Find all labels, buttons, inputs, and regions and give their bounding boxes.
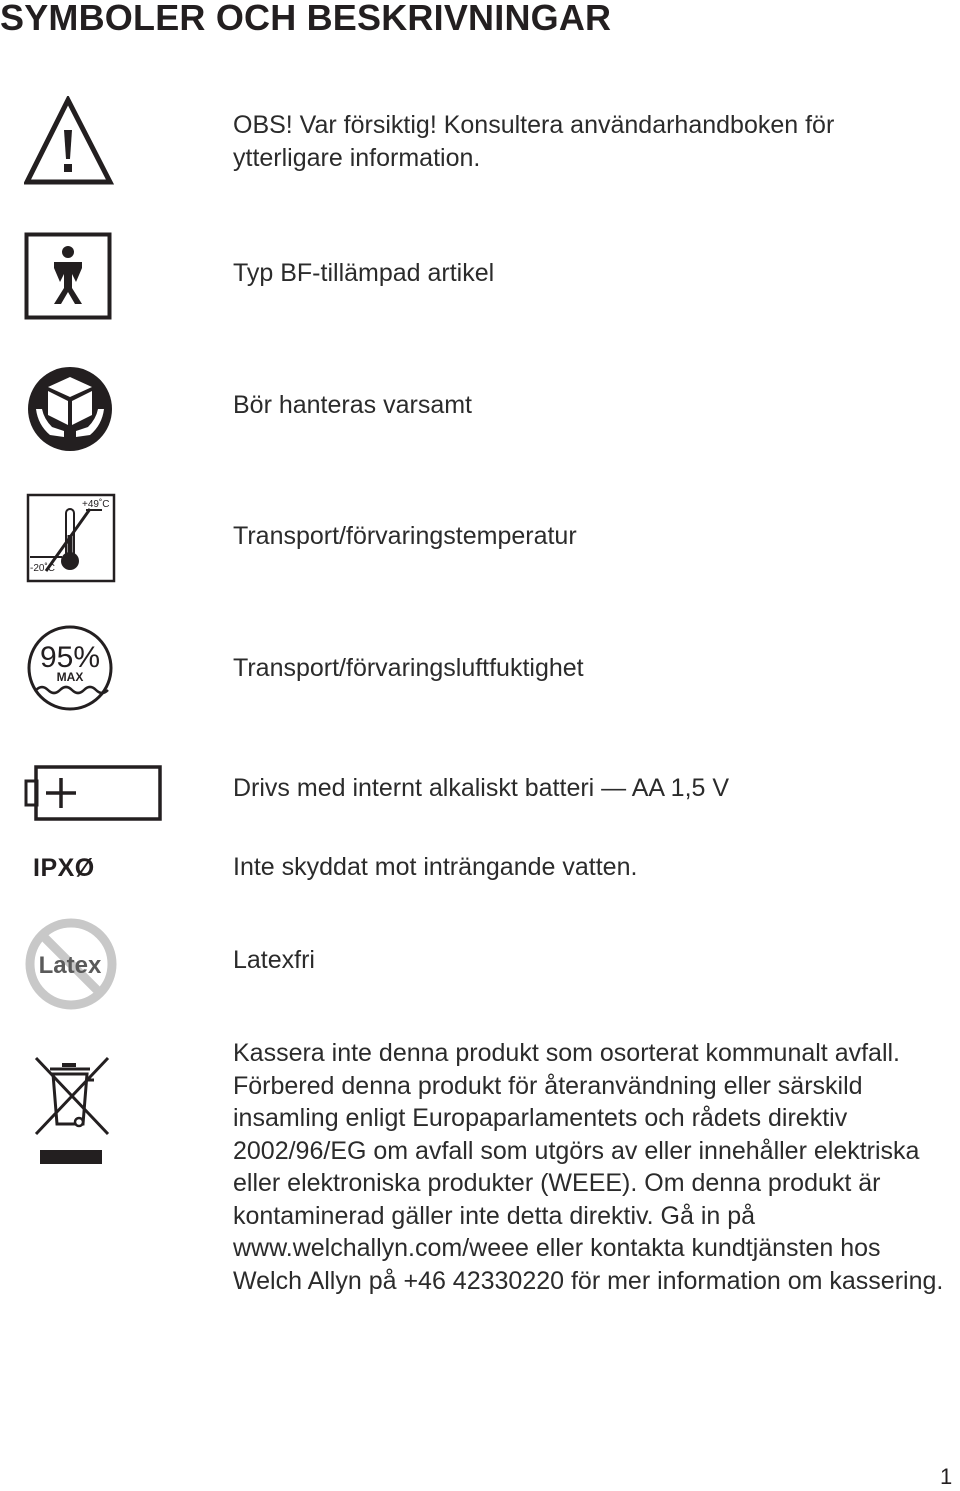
handle-with-care-description: Bör hanteras varsamt [233, 391, 472, 419]
humidity-max-label: MAX [56, 670, 84, 684]
warning-triangle-icon [24, 96, 114, 186]
weee-description: Kassera inte denna produkt som osorterat kommunalt avfall. Förbered denna produkt för återanvändning eller särskild insamling enligt Europaparlamentets och rådets direktiv 2002/96/EG om avfall som utgörs av eller innehåller elektriska eller elektroniska produkter (WEEE). Om denna produkt är kontaminerad gäller inte detta direktiv. Gå in på www.welchallyn.com/weee eller kontakta kundtjänsten hos Welch Allyn på +46 42330220 för mer information om kassering. [233, 1039, 944, 1295]
temperature-description: Transport/förvaringstemperatur [233, 522, 577, 550]
temperature-limit-icon [26, 493, 116, 583]
page-number: 1 [940, 1464, 953, 1489]
ipx0-label: IPXØ [33, 854, 95, 882]
page-title: SYMBOLER OCH BESKRIVNINGAR [0, 0, 612, 38]
temp-max-label: +49˚C [82, 499, 110, 510]
warning-description: OBS! Var försiktig! Konsultera användarhandboken för ytterligare information. [233, 111, 835, 172]
latex-label: Latex [38, 952, 102, 979]
type-bf-applied-part-icon [24, 232, 112, 320]
handle-with-care-icon [26, 365, 114, 453]
temp-min-label: -20˚C [30, 563, 56, 574]
type-bf-description: Typ BF-tillämpad artikel [233, 259, 495, 287]
humidity-percent: 95% [39, 641, 101, 674]
battery-description: Drivs med internt alkaliskt batteri — AA 1,5 V [233, 774, 730, 802]
humidity-limit-icon [24, 624, 116, 712]
battery-icon [24, 764, 164, 822]
humidity-description: Transport/förvaringsluftfuktighet [233, 654, 584, 682]
latex-free-description: Latexfri [233, 946, 315, 974]
ipx0-description: Inte skyddat mot inträngande vatten. [233, 853, 638, 881]
latex-free-icon [24, 917, 118, 1011]
weee-crossed-bin-icon [34, 1056, 110, 1168]
